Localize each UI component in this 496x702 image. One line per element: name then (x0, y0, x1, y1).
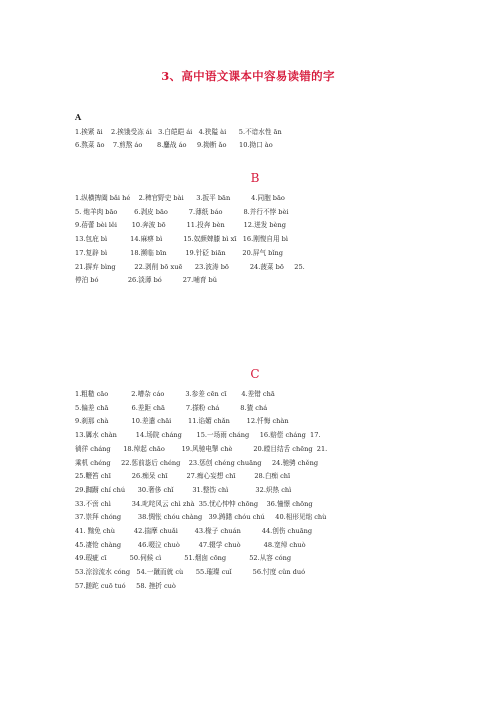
section-a (75, 112, 435, 151)
section-b (75, 171, 435, 288)
section-c-line: 13.羼水 chàn 14.场院 cháng 15.一场雨 cháng 16.赔偿 cháng 17. (75, 431, 321, 440)
section-c-line: 33.不啻 chì 34.叱咤风云 chì zhà 35.忧心忡忡 chōng 36.憧憬 chōng (75, 499, 313, 508)
section-b-heading: B (250, 171, 260, 185)
section-c-line: 9.刹那 chà 10.差遣 chāi 11.谄媚 chǎn 12.忏悔 chàn (75, 417, 289, 426)
page-title: 3、高中语文课本中容易读错的字 (161, 69, 335, 83)
section-b-line: 17.复辟 bì 18.濒临 bīn 19.针砭 biān 20.屏气 bǐng (75, 248, 283, 257)
section-b-line: 5. 炮羊肉 bāo 6.剥皮 bāo 7.薄纸 báo 8.并行不悖 bèi (75, 207, 289, 216)
section-b-line: 9.蓓蕾 bèi lěi 10.奔波 bō 11.投奔 bèn 12.迸发 bèng (75, 221, 286, 230)
section-b-line: 21.摒弃 bìng 22.剥削 bō xuē 23.波涛 bō 24.菠菜 bō 25. (75, 262, 305, 271)
section-c-line: 37.崇拜 chóng 38.惆怅 chóu chàng 39.踌躇 chóu chú 40.相形见绌 chù (75, 513, 327, 522)
section-c-line: 57.蹉跎 cuō tuó 58. 挫折 cuò (75, 581, 176, 590)
section-b-line: 停泊 bó 26.淡薄 bó 27.哺育 bǔ (75, 276, 217, 285)
section-b-line: 1.纵横捭阖 bǎi hé 2.稗官野史 bài 3.扳平 bān 4.同胞 bāo (75, 194, 285, 202)
section-c (75, 367, 435, 594)
section-c-line: 徜徉 cháng 18.绰起 chāo 19.风驰电掣 chè 20.瞠目结舌 chēng 21. (75, 444, 328, 453)
section-c-line: 45.凄怆 chàng 46.啜泣 chuò 47.辍学 chuò 48.宽绰 chuò (75, 540, 306, 549)
section-a-line: 1.挨紧 āi 2.挨饿受冻 ái 3.白皑皑 ái 4.狭隘 ài 5.不谙水性 ān (75, 128, 282, 136)
section-b-line: 13.包庇 bì 14.麻痹 bì 15.奴颜婢膝 bì xī 16.刚愎自用 bì (75, 235, 288, 244)
section-a-heading: A (75, 112, 82, 122)
section-c-line: 1.粗糙 cāo 2.嘈杂 cáo 3.参差 cēn cī 4.差错 chā (75, 390, 275, 398)
section-c-line: 29.踟蹰 chí chú 30.奢侈 chǐ 31.整饬 chì 32.炽热 chì (75, 485, 292, 494)
section-c-line: 41. 黜免 chù 42.揣摩 chuǎi 43.椽子 chuán 44.创伤 chuāng (75, 527, 313, 536)
section-a-line: 6.熬菜 āo 7.煎熬 áo 8.鏖战 áo 9.拗断 ǎo 10.拗口 ào (75, 140, 273, 149)
section-c-line: 乘机 chéng 22.惩前毖后 chéng 23.惩创 chéng chuāng 24.驰骋 chěng (75, 458, 319, 467)
section-c-line: 53.淙淙流水 cóng 54.一蹴而就 cù 55.璀璨 cuǐ 56.忖度 cǔn duó (75, 568, 306, 577)
section-c-line: 5.偏差 chā 6.差距 chā 7.搽粉 chá 8.猹 chá (75, 403, 268, 412)
section-c-line: 49.瑕疵 cī 50.伺候 cì 51.烟囱 cōng 52.从容 cóng (75, 554, 292, 563)
section-c-heading: C (250, 367, 260, 381)
section-c-line: 25.鞭笞 chī 26.痴呆 chī 27.痴心妄想 chī 28.白痴 chī (75, 472, 291, 481)
